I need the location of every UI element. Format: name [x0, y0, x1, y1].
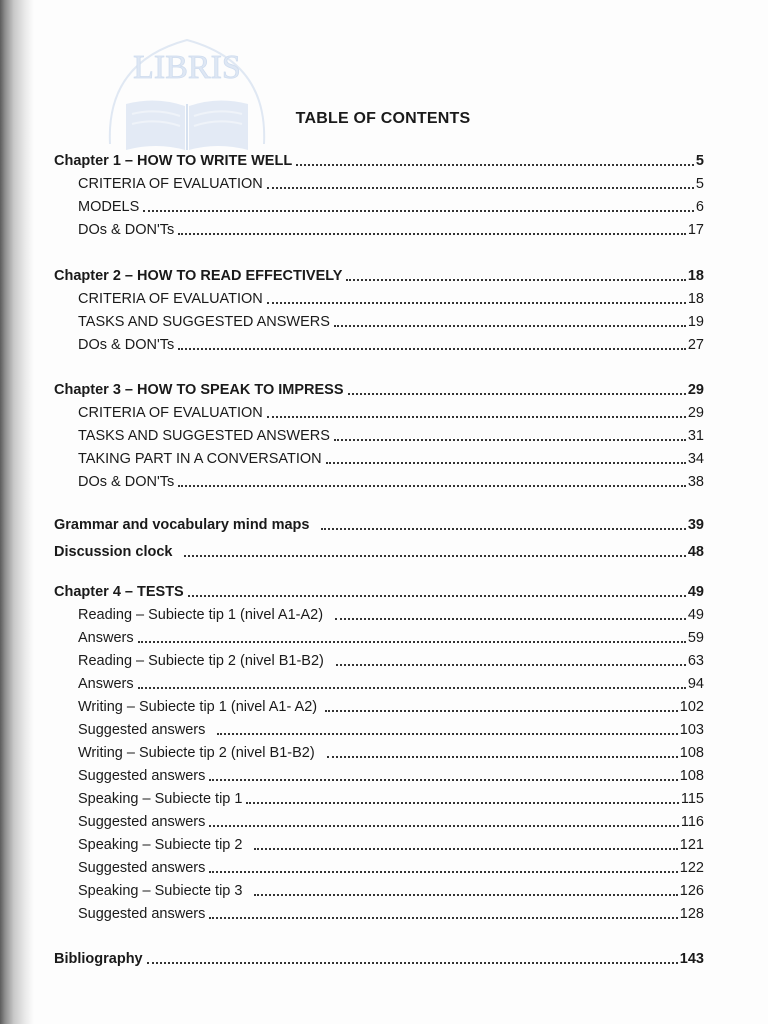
toc-entry[interactable] [54, 514, 704, 534]
entry-label: TAKING PART IN A CONVERSATION [78, 451, 322, 467]
entry-label: Suggested answers [78, 814, 206, 830]
entry-page: 94 [687, 676, 704, 692]
entry-page: 48 [687, 544, 704, 560]
toc-entry[interactable] [78, 311, 704, 331]
toc-entry[interactable] [78, 788, 704, 808]
toc-entry[interactable] [78, 834, 704, 854]
toc-entry[interactable] [78, 880, 704, 900]
entry-label: Bibliography [54, 951, 143, 967]
leader-dots [246, 802, 678, 804]
leader-dots [325, 710, 678, 712]
entry-page: 34 [687, 451, 704, 467]
toc-entry[interactable] [78, 219, 704, 239]
entry-label: Chapter 2 – HOW TO READ EFFECTIVELY [54, 268, 343, 284]
leader-dots [254, 848, 677, 850]
toc-entry[interactable] [78, 173, 704, 193]
entry-page: 126 [679, 883, 704, 899]
book-spine-shadow [0, 0, 34, 1024]
toc-entry[interactable] [78, 857, 704, 877]
toc-entry[interactable] [78, 765, 704, 785]
entry-label: Suggested answers [78, 860, 206, 876]
entry-label: Suggested answers [78, 722, 206, 738]
entry-page: 143 [679, 951, 704, 967]
toc-entry[interactable] [78, 448, 704, 468]
entry-label: CRITERIA OF EVALUATION [78, 176, 263, 192]
toc-entry[interactable] [78, 471, 704, 491]
entry-page: 5 [695, 176, 704, 192]
entry-page: 63 [687, 653, 704, 669]
entry-page: 59 [687, 630, 704, 646]
toc-entry[interactable] [78, 811, 704, 831]
leader-dots [188, 595, 686, 597]
leader-dots [296, 164, 694, 166]
leader-dots [335, 618, 686, 620]
toc-entry[interactable] [54, 581, 704, 601]
toc-entry[interactable] [78, 627, 704, 647]
entry-page: 49 [687, 584, 704, 600]
leader-dots [138, 687, 686, 689]
entry-page: 6 [695, 199, 704, 215]
entry-label: Suggested answers [78, 906, 206, 922]
entry-label: Speaking – Subiecte tip 1 [78, 791, 243, 807]
toc-entry[interactable] [78, 196, 704, 216]
leader-dots [217, 733, 677, 735]
watermark-text: LIBRIS [133, 49, 241, 86]
entry-page: 17 [687, 222, 704, 238]
toc-entry[interactable] [78, 425, 704, 445]
toc-entry[interactable] [54, 379, 704, 399]
leader-dots [267, 302, 686, 304]
leader-dots [178, 233, 686, 235]
leader-dots [178, 348, 686, 350]
leader-dots [209, 825, 679, 827]
leader-dots [209, 779, 677, 781]
leader-dots [334, 325, 686, 327]
leader-dots [254, 894, 677, 896]
entry-label: MODELS [78, 199, 140, 215]
leader-dots [346, 279, 685, 281]
toc-entry[interactable] [78, 650, 704, 670]
entry-page: 103 [679, 722, 704, 738]
entry-label: DOs & DON'Ts [78, 222, 175, 238]
toc-entry[interactable] [78, 288, 704, 308]
leader-dots [267, 187, 694, 189]
leader-dots [267, 416, 686, 418]
entry-label: Grammar and vocabulary mind maps [54, 517, 310, 533]
toc-entry[interactable] [78, 719, 704, 739]
entry-label: Writing – Subiecte tip 2 (nivel B1-B2) [78, 745, 315, 761]
page-title: TABLE OF CONTENTS [295, 110, 471, 127]
leader-dots [209, 871, 677, 873]
entry-page: 18 [687, 268, 704, 284]
toc-entry[interactable] [78, 402, 704, 422]
entry-page: 128 [679, 906, 704, 922]
entry-label: Answers [78, 676, 134, 692]
leader-dots [147, 962, 678, 964]
entry-page: 108 [679, 768, 704, 784]
entry-page: 39 [687, 517, 704, 533]
leader-dots [143, 210, 694, 212]
entry-page: 29 [687, 382, 704, 398]
toc-entry[interactable] [78, 604, 704, 624]
toc-entry[interactable] [78, 903, 704, 923]
toc-entry[interactable] [54, 150, 704, 170]
entry-label: Chapter 1 – HOW TO WRITE WELL [54, 153, 293, 169]
libris-logo-watermark [96, 32, 278, 152]
entry-page: 27 [687, 337, 704, 353]
toc-entry[interactable] [78, 334, 704, 354]
leader-dots [138, 641, 686, 643]
entry-label: CRITERIA OF EVALUATION [78, 405, 263, 421]
leader-dots [184, 555, 685, 557]
leader-dots [327, 756, 678, 758]
entry-label: Chapter 3 – HOW TO SPEAK TO IMPRESS [54, 382, 344, 398]
entry-page: 115 [680, 791, 704, 807]
entry-page: 49 [687, 607, 704, 623]
entry-label: Writing – Subiecte tip 1 (nivel A1- A2) [78, 699, 318, 715]
entry-page: 121 [679, 837, 704, 853]
entry-page: 38 [687, 474, 704, 490]
leader-dots [321, 528, 685, 530]
entry-page: 18 [687, 291, 704, 307]
entry-label: Answers [78, 630, 134, 646]
entry-page: 5 [695, 153, 704, 169]
entry-page: 31 [687, 428, 704, 444]
entry-page: 108 [679, 745, 704, 761]
leader-dots [326, 462, 686, 464]
leader-dots [334, 439, 686, 441]
entry-label: TASKS AND SUGGESTED ANSWERS [78, 314, 330, 330]
entry-label: Speaking – Subiecte tip 3 [78, 883, 243, 899]
toc-entry[interactable] [54, 948, 704, 968]
toc-entry[interactable] [78, 673, 704, 693]
entry-page: 122 [679, 860, 704, 876]
entry-label: Discussion clock [54, 544, 173, 560]
entry-label: Reading – Subiecte tip 2 (nivel B1-B2) [78, 653, 324, 669]
entry-label: DOs & DON'Ts [78, 474, 175, 490]
toc-entry[interactable] [54, 265, 704, 285]
leader-dots [178, 485, 686, 487]
entry-page: 29 [687, 405, 704, 421]
leader-dots [348, 393, 686, 395]
leader-dots [209, 917, 677, 919]
entry-page: 19 [687, 314, 704, 330]
entry-page: 116 [680, 814, 704, 830]
entry-label: DOs & DON'Ts [78, 337, 175, 353]
leader-dots [336, 664, 686, 666]
entry-label: TASKS AND SUGGESTED ANSWERS [78, 428, 330, 444]
entry-label: Speaking – Subiecte tip 2 [78, 837, 243, 853]
entry-label: Chapter 4 – TESTS [54, 584, 184, 600]
toc-entry[interactable] [78, 696, 704, 716]
toc-entry[interactable] [54, 541, 704, 561]
entry-label: Reading – Subiecte tip 1 (nivel A1-A2) [78, 607, 324, 623]
entry-page: 102 [679, 699, 704, 715]
entry-label: Suggested answers [78, 768, 206, 784]
entry-label: CRITERIA OF EVALUATION [78, 291, 263, 307]
toc-entry[interactable] [78, 742, 704, 762]
